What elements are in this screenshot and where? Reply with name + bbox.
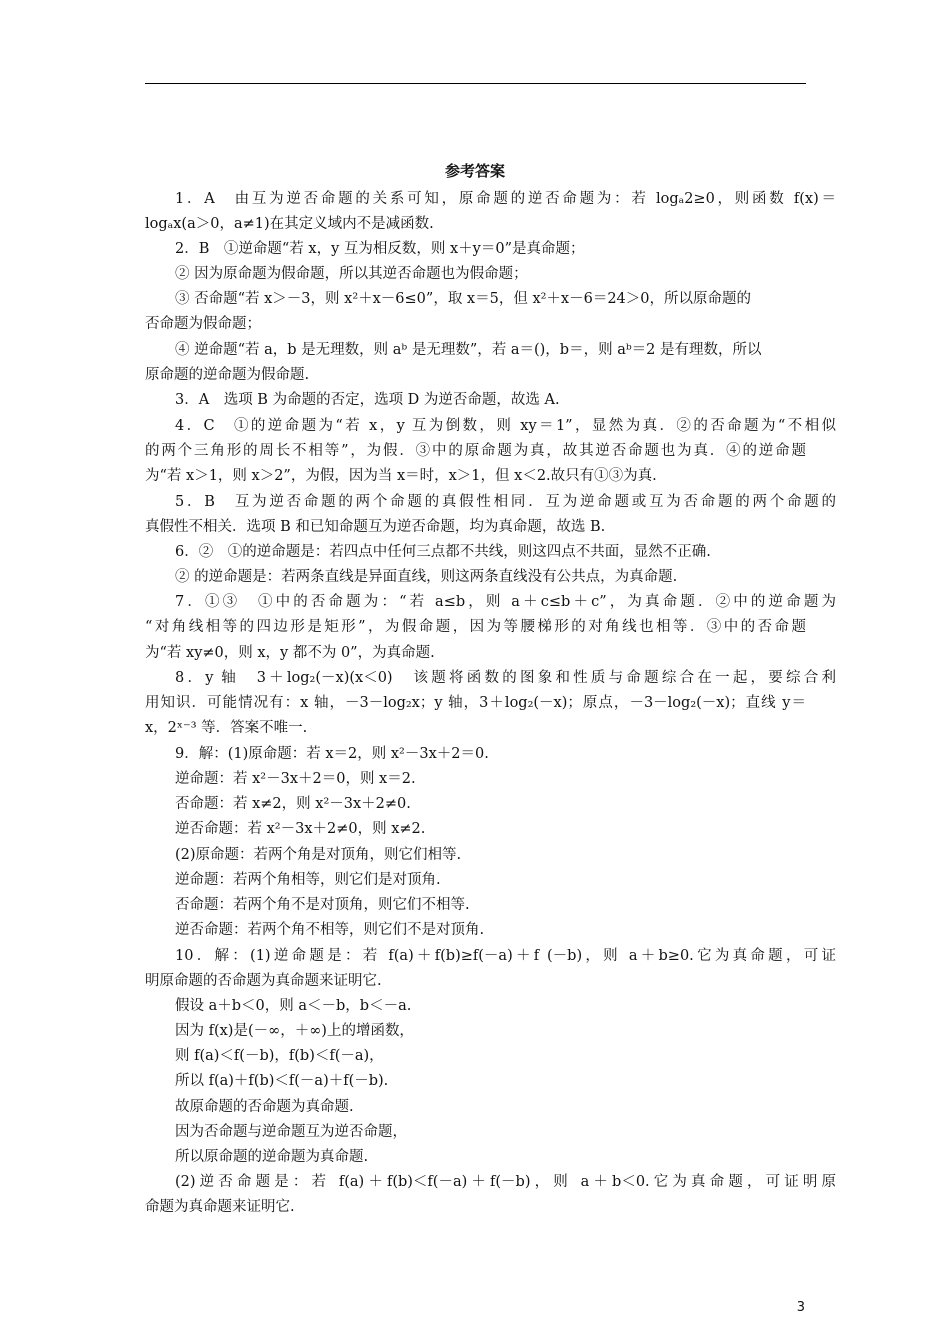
header-rule [145, 83, 806, 84]
text-line: 真假性不相关．选项 B 和已知命题互为逆否命题，均为真命题，故选 B. [145, 519, 606, 535]
text-line: x，2ˣ⁻³ 等．答案不唯一. [145, 720, 308, 736]
text-line: (2)原命题：若两个角是对顶角，则它们相等. [175, 847, 462, 863]
text-line: ② 因为原命题为假命题，所以其逆否命题也为假命题； [175, 266, 528, 282]
text-line: 3．A 选项 B 为命题的否定，选项 D 为逆否命题，故选 A. [175, 392, 560, 408]
text-line: 否命题：若两个角不是对顶角，则它们不相等. [175, 897, 470, 913]
text-line: 因为 f(x)是(－∞，＋∞)上的增函数， [175, 1023, 414, 1039]
text-line: logₐx(a＞0，a≠1)在其定义域内不是减函数. [145, 216, 434, 232]
text-line: 2．B ①逆命题“若 x，y 互为相反数，则 x＋y＝0”是真命题； [175, 241, 585, 257]
text-line: 因为否命题与逆命题互为逆否命题， [175, 1124, 407, 1140]
text-line: 逆命题：若两个角相等，则它们是对顶角. [175, 872, 441, 888]
text-line: 的两个三角形的周长不相等”，为假．③中的原命题为真，故其逆否命题也为真．④的逆命题 [145, 443, 806, 459]
text-line: 7．①③ ①中的否命题为：“若 a≤b，则 a＋c≤b＋c”，为真命题．②中的逆命题为 [175, 594, 836, 610]
text-line: (2)逆否命题是：若 f(a)＋f(b)＜f(－a)＋f(－b)，则 a＋b＜0.它为真命题，可证明原 [175, 1174, 836, 1190]
text-line: “对角线相等的四边形是矩形”，为假命题，因为等腰梯形的对角线也相等．③中的否命题 [145, 619, 806, 635]
text-line: 明原命题的否命题为真命题来证明它. [145, 973, 382, 989]
text-line: 1．A 由互为逆否命题的关系可知，原命题的逆否命题为：若 logₐ2≥0，则函数 f(x)＝ [175, 191, 836, 207]
text-line: 逆否命题：若两个角不相等，则它们不是对顶角. [175, 922, 485, 938]
text-line: 4．C ①的逆命题为“若 x，y 互为倒数，则 xy＝1”，显然为真．②的否命题为“不相似 [175, 418, 836, 434]
page-number: 3 [796, 1300, 805, 1315]
text-line: ② 的逆命题是：若两条直线是异面直线，则这两条直线没有公共点，为真命题. [175, 569, 678, 585]
text-line: 8．y 轴 3＋log₂(－x)(x＜0) 该题将函数的图象和性质与命题综合在一起，要综合利 [175, 670, 836, 686]
text-line: 9．解：(1)原命题：若 x＝2，则 x²－3x＋2＝0. [175, 746, 489, 762]
text-line: 所以 f(a)＋f(b)＜f(－a)＋f(－b). [175, 1073, 389, 1089]
text-line: 逆命题：若 x²－3x＋2＝0，则 x＝2. [175, 771, 416, 787]
text-line: 假设 a＋b＜0，则 a＜－b，b＜－a. [175, 998, 412, 1014]
text-line: ④ 逆命题“若 a，b 是无理数，则 aᵇ 是无理数”，若 a＝()，b＝，则 aᵇ＝2 是有理数，所以 [175, 342, 762, 358]
text-line: ③ 否命题“若 x＞－3，则 x²＋x－6≤0”，取 x＝5，但 x²＋x－6＝24＞0，所以原命题的 [175, 291, 752, 307]
text-line: 用知识．可能情况有：x 轴，－3－log₂x；y 轴，3＋log₂(－x)；原点，－3－log₂(－x)；直线 y＝ [145, 695, 806, 711]
text-line: 为“若 xy≠0，则 x，y 都不为 0”，为真命题. [145, 645, 435, 661]
text-line: 否命题：若 x≠2，则 x²－3x＋2≠0. [175, 796, 411, 812]
text-line: 10．解：(1)逆命题是：若 f(a)＋f(b)≥f(－a)＋f (－b)，则 a＋b≥0.它为真命题，可证 [175, 948, 836, 964]
text-line: 所以原命题的逆命题为真命题. [175, 1149, 369, 1165]
text-line: 原命题的逆命题为假命题. [145, 367, 310, 383]
text-line: 则 f(a)＜f(－b)，f(b)＜f(－a)， [175, 1048, 384, 1064]
text-line: 5．B 互为逆否命题的两个命题的真假性相同．互为逆命题或互为否命题的两个命题的 [175, 494, 836, 510]
text-line: 否命题为假命题； [145, 316, 261, 332]
text-line: 逆否命题：若 x²－3x＋2≠0，则 x≠2. [175, 821, 426, 837]
answer-title: 参考答案 [444, 162, 505, 180]
text-line: 为“若 x＞1，则 x＞2”，为假，因为当 x＝时，x＞1，但 x＜2.故只有①③为真. [145, 468, 657, 484]
text-line: 6．② ①的逆命题是：若四点中任何三点都不共线，则这四点不共面，显然不正确. [175, 544, 711, 560]
text-line: 故原命题的否命题为真命题. [175, 1099, 354, 1115]
text-line: 命题为真命题来证明它. [145, 1199, 295, 1215]
